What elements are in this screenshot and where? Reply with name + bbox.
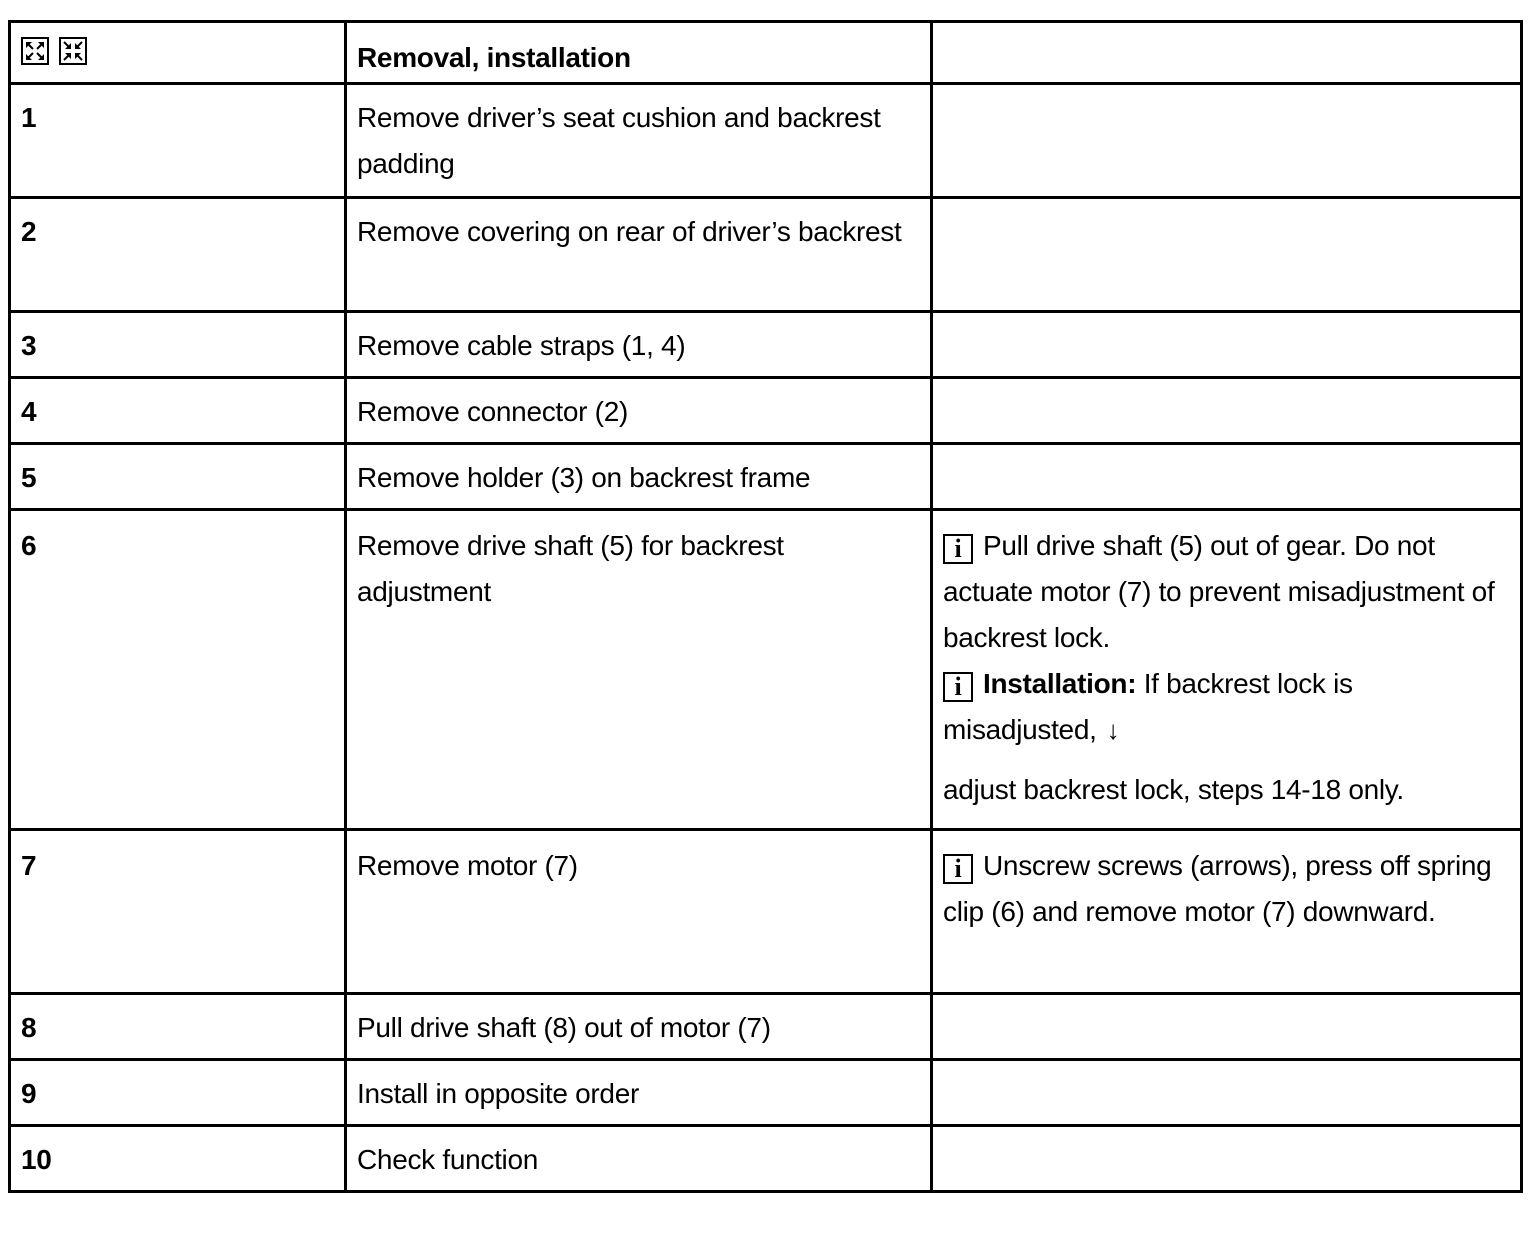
step-text: Remove holder (3) on backrest frame [357, 462, 811, 493]
step-number: 2 [21, 216, 37, 247]
step-number: 5 [21, 462, 37, 493]
table-row [10, 994, 1522, 1060]
table-row [10, 84, 1522, 198]
note-cell [932, 312, 1522, 378]
step-number: 8 [21, 1012, 37, 1043]
note-cell [932, 1060, 1522, 1126]
table-row [10, 510, 1522, 830]
remove-arrows-icon [21, 37, 49, 65]
note-text: Pull drive shaft (5) out of gear. Do not actuate motor (7) to prevent misadjustment of backrest lock. [943, 530, 1495, 653]
table-row [10, 312, 1522, 378]
step-number: 3 [21, 330, 37, 361]
table-row [10, 444, 1522, 510]
note-cell [932, 994, 1522, 1060]
note-cell [932, 444, 1522, 510]
note-text: Unscrew screws (arrows), press off spring clip (6) and remove motor (7) downward. [943, 850, 1492, 927]
step-number: 10 [21, 1144, 52, 1175]
install-arrows-icon [59, 37, 87, 65]
info-note [943, 843, 1510, 935]
note-text: If backrest lock is misadjusted, [943, 668, 1353, 745]
step-text: Remove drive shaft (5) for backrest adjustment [357, 530, 784, 607]
table-row [10, 1126, 1522, 1192]
step-number: 6 [21, 530, 37, 561]
step-number: 9 [21, 1078, 37, 1109]
note-cell [932, 1126, 1522, 1192]
note-cell [932, 84, 1522, 198]
info-icon: i [943, 672, 973, 702]
header-notes-cell [932, 22, 1522, 84]
table-row [10, 1060, 1522, 1126]
step-text: Remove driver’s seat cushion and backrest padding [357, 102, 881, 179]
table-header-row [10, 22, 1522, 84]
step-text: Remove connector (2) [357, 396, 629, 427]
header-title: Removal, installation [346, 22, 932, 84]
table-row [10, 378, 1522, 444]
info-icon: i [943, 534, 973, 564]
step-text: Remove cable straps (1, 4) [357, 330, 686, 361]
note-cell [932, 510, 1522, 830]
info-note [943, 523, 1510, 661]
step-text: Check function [357, 1144, 539, 1175]
step-number: 7 [21, 850, 37, 881]
note-cell [932, 378, 1522, 444]
note-cell [932, 830, 1522, 994]
down-arrow-icon: ↓ [1106, 715, 1120, 745]
table-row [10, 830, 1522, 994]
step-text: Pull drive shaft (8) out of motor (7) [357, 1012, 771, 1043]
note-cell [932, 198, 1522, 312]
header-icons-cell [10, 22, 346, 84]
step-text: Remove motor (7) [357, 850, 578, 881]
step-text: Install in opposite order [357, 1078, 640, 1109]
note-text: adjust backrest lock, steps 14-18 only. [943, 774, 1404, 805]
step-number: 4 [21, 396, 37, 427]
info-icon: i [943, 854, 973, 884]
step-text: Remove covering on rear of driver’s backrest [357, 216, 902, 247]
procedure-table [8, 20, 1523, 1193]
table-row [10, 198, 1522, 312]
info-note [943, 661, 1510, 753]
step-number: 1 [21, 102, 37, 133]
installation-label: Installation: [983, 668, 1137, 699]
